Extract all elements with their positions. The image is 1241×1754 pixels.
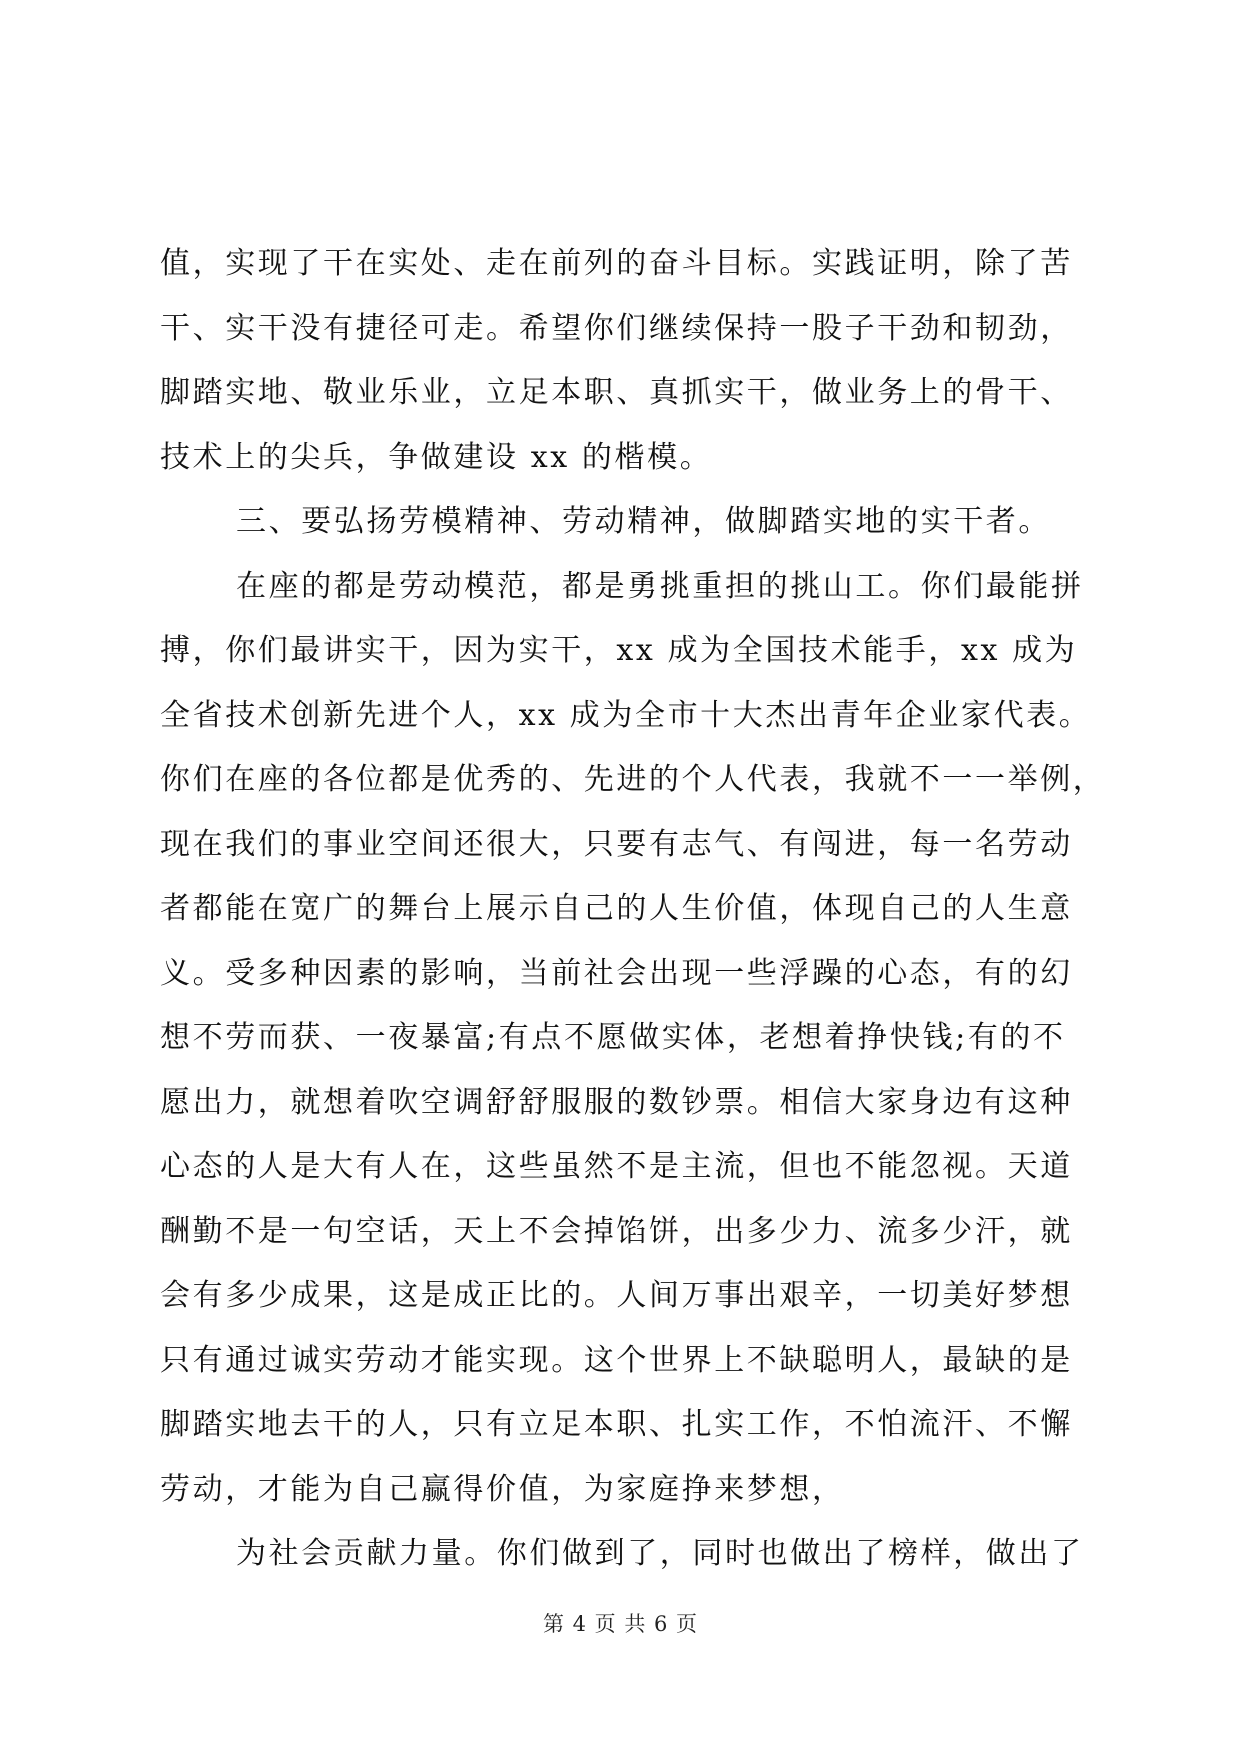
text-line: 现在我们的事业空间还很大，只要有志气、有闯进，每一名劳动	[160, 826, 1073, 862]
body-text	[160, 232, 1106, 1587]
text-line: 愿出力，就想着吹空调舒舒服服的数钞票。相信大家身边有这种	[160, 1084, 1073, 1120]
text-line: 脚踏实地、敬业乐业，立足本职、真抓实干，做业务上的骨干、	[160, 375, 1073, 410]
text-line: 劳动，才能为自己赢得价值，为家庭挣来梦想，	[160, 1471, 845, 1507]
text-line: 全省技术创新先进个人，xx 成为全市十大杰出青年企业家代表。	[160, 697, 1092, 733]
text-line: 想不劳而获、一夜暴富;有点不愿做实体，老想着挣快钱;有的不	[160, 1020, 1066, 1055]
text-line: 义。受多种因素的影响，当前社会出现一些浮躁的心态，有的幻	[160, 955, 1073, 991]
text-line: 心态的人是大有人在，这些虽然不是主流，但也不能忽视。天道	[160, 1149, 1073, 1184]
text-line: 者都能在宽广的舞台上展示自己的人生价值，体现自己的人生意	[160, 891, 1073, 926]
page-footer: 第 4 页 共 6 页	[542, 1612, 699, 1636]
text-line: 技术上的尖兵，争做建设 xx 的楷模。	[160, 439, 713, 475]
text-line: 你们在座的各位都是优秀的、先进的个人代表，我就不一一举例，	[160, 762, 1106, 797]
text-line: 三、要弘扬劳模精神、劳动精神，做脚踏实地的实干者。	[236, 504, 1051, 539]
text-line: 只有通过诚实劳动才能实现。这个世界上不缺聪明人，最缺的是	[160, 1342, 1073, 1378]
text-line: 脚踏实地去干的人，只有立足本职、扎实工作，不怕流汗、不懈	[160, 1407, 1073, 1442]
text-line: 搏，你们最讲实干，因为实干，xx 成为全国技术能手，xx 成为	[160, 633, 1078, 668]
text-line: 干、实干没有捷径可走。希望你们继续保持一股子干劲和韧劲，	[160, 310, 1073, 346]
text-line: 会有多少成果，这是成正比的。人间万事出艰辛，一切美好梦想	[160, 1278, 1073, 1313]
text-line: 值，实现了干在实处、走在前列的奋斗目标。实践证明，除了苦	[160, 246, 1073, 281]
text-line: 酬勤不是一句空话，天上不会掉馅饼，出多少力、流多少汗，就	[160, 1213, 1073, 1249]
text-line: 在座的都是劳动模范，都是勇挑重担的挑山工。你们最能拼	[236, 568, 1084, 604]
text-line: 为社会贡献力量。你们做到了，同时也做出了榜样，做出了	[236, 1536, 1084, 1571]
